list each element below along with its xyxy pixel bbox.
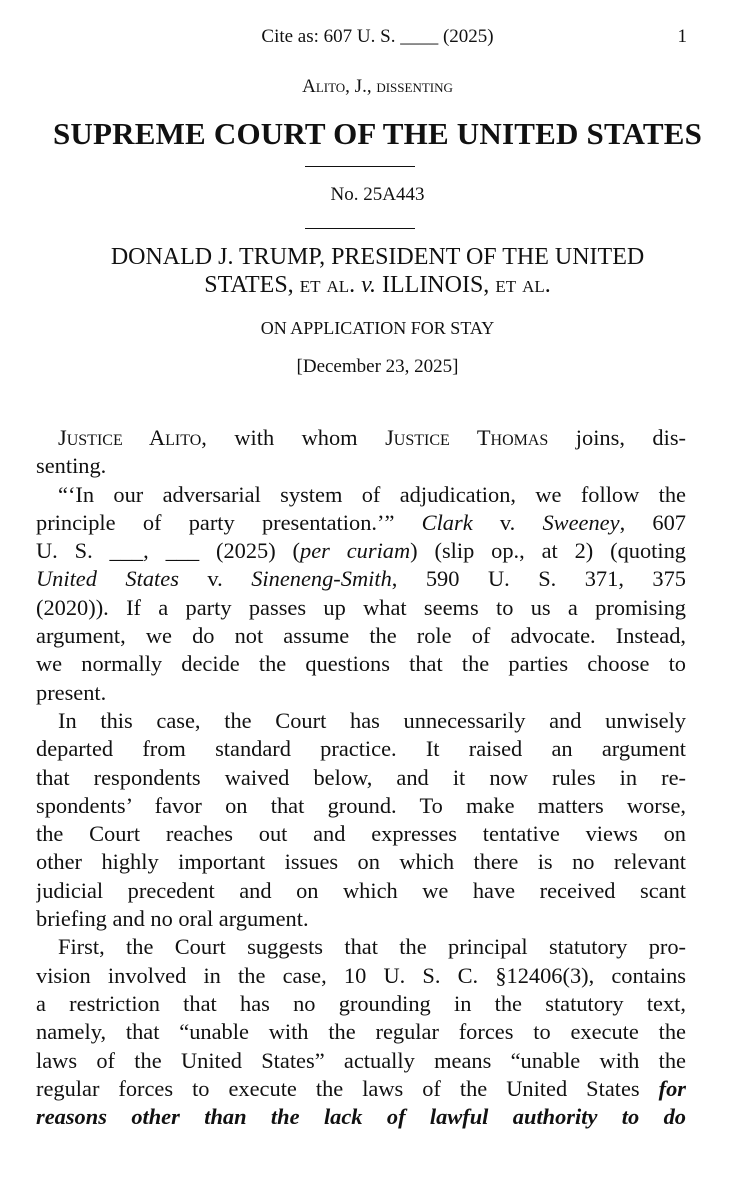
text-line: (2020)). If a party passes up what seems to us a promising — [36, 594, 686, 620]
text-run: v. — [472, 509, 543, 535]
text-line: judicial precedent and on which we have received scant — [36, 877, 686, 903]
opinion-body — [36, 424, 686, 1131]
text-run: , 590 U. S. 371, 375 — [391, 566, 686, 592]
text-line: laws of the United States” actually means “unable with the — [36, 1047, 686, 1073]
text-run: U. S. ___, ___ (2025) ( — [36, 538, 301, 564]
emphasis-line: reasons other than the lack of lawful authority to do — [36, 1104, 686, 1130]
text-line: vision involved in the case, 10 U. S. C. §12406(3), contains — [36, 962, 686, 988]
case-name: Sineneng-Smith — [251, 566, 392, 592]
text-run: regular forces to execute the laws of the United States — [36, 1075, 659, 1101]
text-line: we normally decide the questions that the parties choose to — [36, 651, 686, 677]
text-line — [36, 1075, 686, 1103]
justice-name: Justice Alito — [58, 425, 202, 450]
caption-line — [0, 270, 755, 298]
author-header: Alito, J., dissenting — [302, 76, 453, 97]
text-run: ) (slip op., at 2) (quoting — [410, 538, 686, 564]
text-line: present. — [36, 679, 107, 705]
text-line — [36, 509, 686, 537]
text-run: , with whom — [201, 425, 386, 450]
decision-date: [December 23, 2025] — [296, 356, 459, 377]
case-name: Sweeney — [542, 509, 620, 535]
text-line — [36, 565, 686, 593]
text-line: other highly important issues on which there is no relevant — [36, 849, 686, 875]
text-line: a restriction that has no grounding in the statutory text, — [36, 990, 686, 1016]
text-run: , 607 — [619, 509, 686, 535]
text-line — [36, 537, 686, 565]
text-line: namely, that “unable with the regular forces to execute the — [36, 1019, 686, 1045]
text-line: briefing and no oral argument. — [36, 906, 309, 932]
case-caption — [0, 242, 755, 299]
text-run: principle of party presentation.’” — [36, 509, 422, 535]
text-line: First, the Court suggests that the principal statutory pro- — [58, 934, 686, 960]
emphasis-text: for — [658, 1075, 686, 1101]
text-line: spondents’ favor on that ground. To make matters worse, — [36, 792, 686, 818]
caption-line: DONALD J. TRUMP, PRESIDENT OF THE UNITED — [110, 244, 645, 270]
docket-number: No. 25A443 — [330, 184, 425, 205]
citation-header: Cite as: 607 U. S. ____ (2025) — [261, 26, 494, 47]
text-line: “‘In our adversarial system of adjudication, we follow the — [58, 481, 686, 507]
justice-name: Justice Thomas — [385, 425, 549, 450]
text-line: In this case, the Court has unnecessarily and unwisely — [58, 707, 686, 733]
caption-versus: v. — [355, 272, 382, 299]
divider-rule — [305, 166, 415, 167]
court-title: SUPREME COURT OF THE UNITED STATES — [52, 116, 703, 151]
case-name: Clark — [421, 509, 473, 535]
page-number: 1 — [677, 26, 687, 47]
text-run: v. — [178, 566, 252, 592]
divider-rule — [305, 228, 415, 229]
text-run: joins, dis- — [548, 425, 686, 450]
caption-et-al: et al. — [299, 272, 356, 299]
text-line: senting. — [36, 453, 107, 479]
latin-phrase: per curiam — [300, 538, 411, 564]
text-line — [36, 424, 686, 452]
application-line: ON APPLICATION FOR STAY — [260, 318, 495, 338]
caption-text: ILLINOIS, — [382, 272, 496, 299]
text-line: that respondents waived below, and it now rules in re- — [36, 764, 686, 790]
caption-et-al: et al. — [495, 272, 551, 299]
text-line: the Court reaches out and expresses tentative views on — [36, 821, 686, 847]
text-line: argument, we do not assume the role of advocate. Instead, — [36, 623, 686, 649]
running-header — [0, 26, 755, 52]
case-name: United States — [36, 566, 179, 592]
caption-text: STATES, — [204, 272, 300, 299]
text-line: departed from standard practice. It raised an argument — [36, 736, 686, 762]
